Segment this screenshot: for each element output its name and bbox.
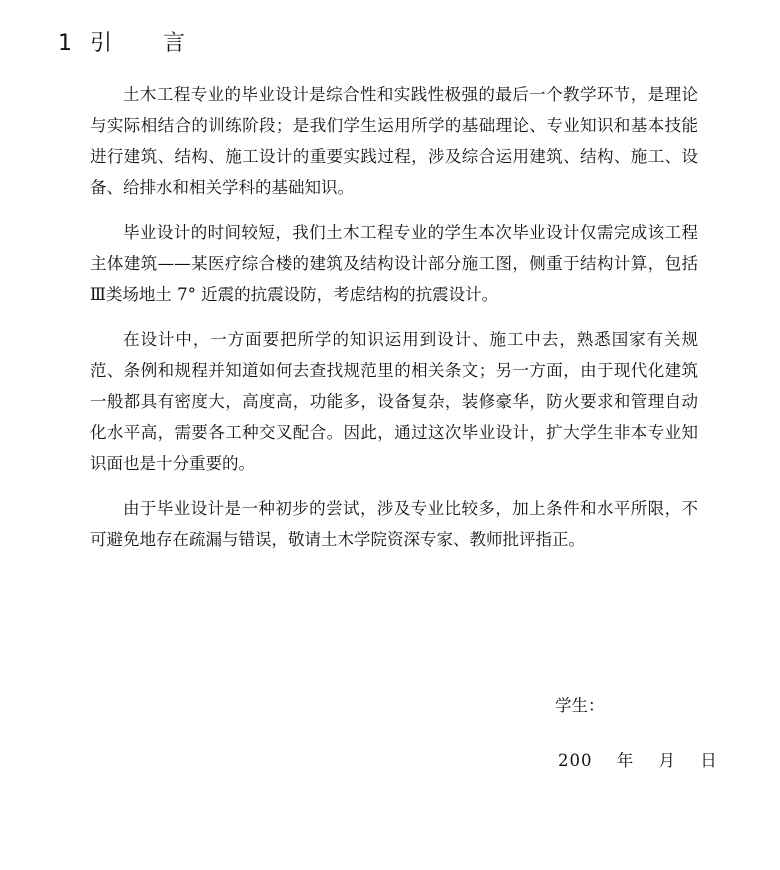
paragraph-1: 土木工程专业的毕业设计是综合性和实践性极强的最后一个教学环节，是理论与实际相结合的训练阶段；是我们学生运用所学的基础理论、专业知识和基本技能进行建筑、结构、施工设计的重要实践过程，涉及综合运用建筑、结构、施工、设备、给排水和相关学科的基础知识。 xyxy=(90,85,698,197)
date-line: 200 年 月 日 xyxy=(558,751,718,770)
signature-label: 学生： xyxy=(555,696,605,715)
section-title: 引 言 xyxy=(90,31,207,56)
paragraph-4: 由于毕业设计是一种初步的尝试，涉及专业比较多，加上条件和水平所限，不可避免地存在疏漏与错误，敬请土木学院资深专家、教师批评指正。 xyxy=(90,499,698,549)
paragraph-2: 毕业设计的时间较短，我们土木工程专业的学生本次毕业设计仅需完成该工程主体建筑——某医疗综合楼的建筑及结构设计部分施工图，侧重于结构计算，包括Ⅲ类场地土 7° 近震的抗震设防，考虑结构的抗震设计。 xyxy=(90,223,698,304)
section-heading xyxy=(58,26,207,57)
paragraph-3: 在设计中，一方面要把所学的知识运用到设计、施工中去，熟悉国家有关规范、条例和规程并知道如何去查找规范里的相关条文；另一方面，由于现代化建筑一般都具有密度大，高度高，功能多，设备复杂，装修豪华，防火要求和管理自动化水平高，需要各工种交叉配合。因此，通过这次毕业设计，扩大学生非本专业知识面也是十分重要的。 xyxy=(90,330,698,473)
section-number: 1 xyxy=(58,31,74,56)
body-text xyxy=(90,79,698,569)
